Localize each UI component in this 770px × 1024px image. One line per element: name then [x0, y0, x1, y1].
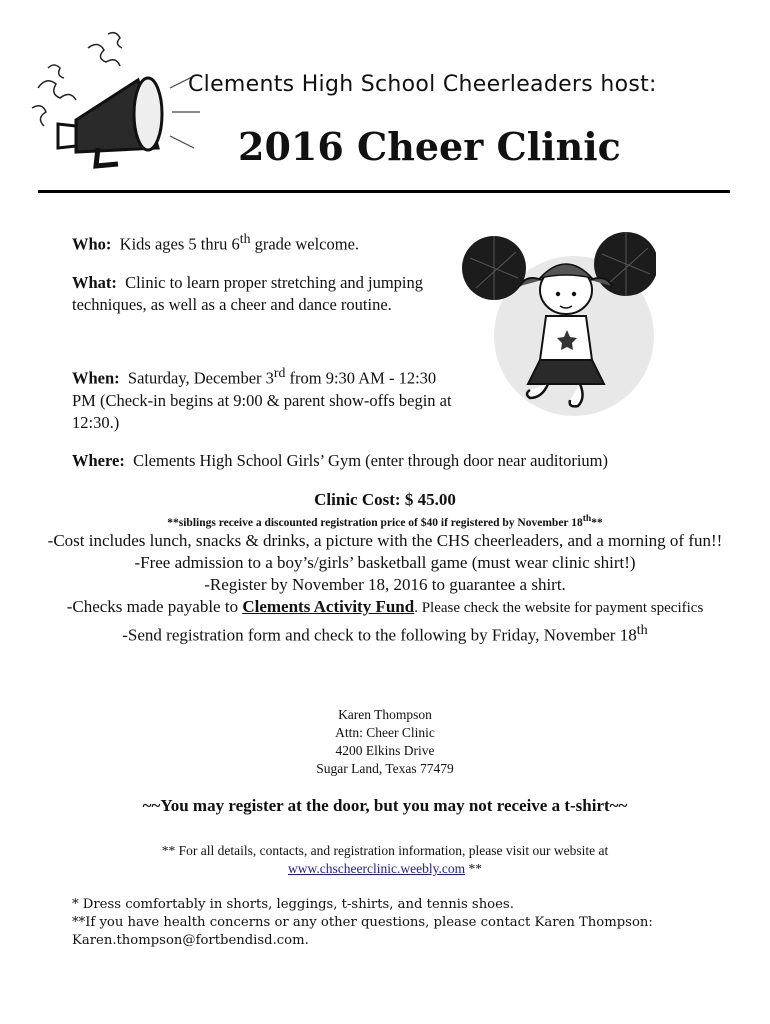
- megaphone-icon: [18, 28, 218, 178]
- send-text: -Send registration form and check to the following by Friday, November 18: [122, 625, 637, 645]
- siblings-sup: th: [582, 513, 592, 524]
- checks-text-end: . Please check the website for payment specifics: [414, 600, 704, 616]
- website-link[interactable]: www.chscheerclinic.weebly.com: [288, 861, 466, 876]
- bullet-checks: [40, 596, 730, 619]
- where-text: Clements High School Girls’ Gym (enter through door near auditorium): [133, 451, 608, 470]
- clinic-cost: Clinic Cost: $ 45.00: [314, 490, 456, 509]
- checks-text: -Checks made payable to: [66, 597, 243, 616]
- siblings-end: **: [591, 516, 603, 529]
- who-paragraph: [72, 228, 472, 256]
- details-end: **: [465, 861, 482, 876]
- what-text: Clinic to learn proper stretching and jumping techniques, as well as a cheer and dance routine.: [72, 273, 424, 314]
- what-paragraph: [72, 272, 432, 316]
- siblings-text: **siblings receive a discounted registration price of $40 if registered by November 18: [167, 516, 583, 529]
- bullet-send: [40, 619, 730, 647]
- address-street: 4200 Elkins Drive: [335, 743, 435, 758]
- when-paragraph: [72, 362, 462, 434]
- address-name: Karen Thompson: [338, 707, 432, 722]
- details-text: ** For all details, contacts, and registration information, please visit our website at: [161, 843, 609, 858]
- cheerleader-illustration: [456, 218, 656, 422]
- who-text-end: grade welcome.: [250, 234, 360, 254]
- bullet-includes: -Cost includes lunch, snacks & drinks, a picture with the CHS cheerleaders, and a morning of fun!!: [47, 531, 723, 550]
- who-text: Kids ages 5 thru 6: [119, 234, 240, 254]
- when-sup: rd: [273, 365, 286, 380]
- header-divider: [38, 190, 730, 193]
- host-line: Clements High School Cheerleaders host:: [188, 72, 657, 97]
- who-label: Who:: [72, 234, 112, 254]
- notes: [72, 896, 732, 950]
- info-bullets: [40, 530, 730, 647]
- where-label: Where:: [72, 451, 125, 470]
- where-paragraph: [72, 450, 732, 472]
- who-sup: th: [239, 231, 251, 246]
- activity-fund: Clements Activity Fund: [242, 597, 415, 616]
- address-city: Sugar Land, Texas 77479: [316, 761, 454, 776]
- page-title: 2016 Cheer Clinic: [238, 124, 621, 169]
- when-text: Saturday, December 3: [127, 368, 274, 388]
- door-registration-notice: ~~You may register at the door, but you may not receive a t-shirt~~: [142, 796, 628, 815]
- what-label: What:: [72, 273, 117, 292]
- when-text-end: from 9:30 AM - 12:30 PM (Check-in begins at 9:00 & parent show-offs begin at 12:30.): [72, 368, 452, 432]
- address-attn: Attn: Cheer Clinic: [335, 725, 435, 740]
- mailing-address: [40, 706, 730, 778]
- contact-email: Karen.thompson@fortbendisd.com.: [72, 933, 309, 948]
- bullet-admission: -Free admission to a boy’s/girls’ basketball game (must wear clinic shirt!): [134, 553, 636, 572]
- health-note: **If you have health concerns or any other questions, please contact Karen Thompson:: [72, 915, 653, 930]
- details-notice: [40, 842, 730, 878]
- dress-note: * Dress comfortably in shorts, leggings, t-shirts, and tennis shoes.: [72, 897, 514, 912]
- bullet-register: -Register by November 18, 2016 to guarantee a shirt.: [204, 575, 566, 594]
- when-label: When:: [72, 368, 120, 388]
- siblings-discount: [40, 513, 730, 529]
- send-sup: th: [636, 622, 648, 638]
